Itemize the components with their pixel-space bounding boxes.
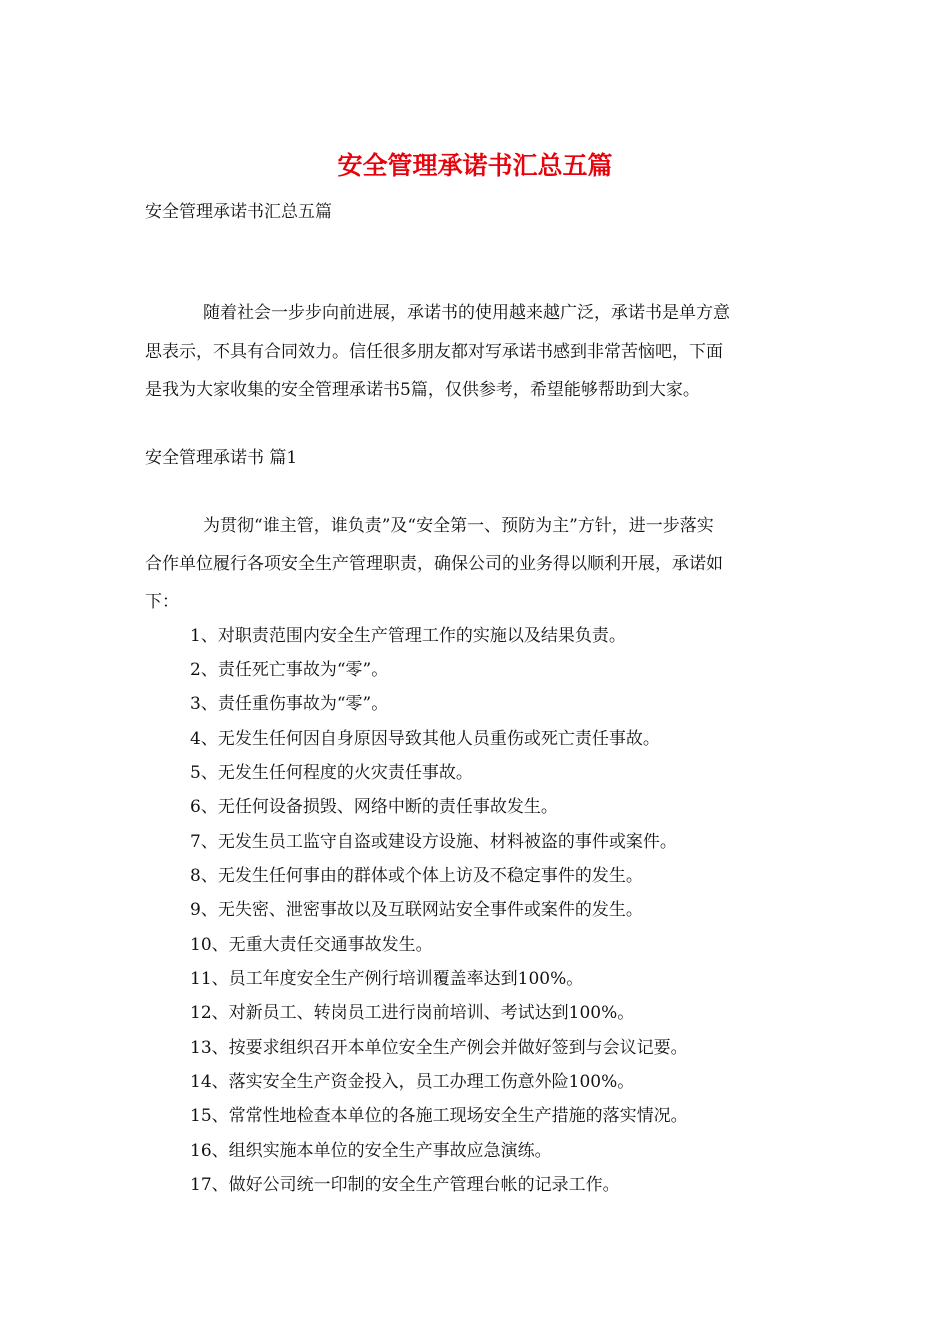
list-item: 1、对职责范围内安全生产管理工作的实施以及结果负责。 [190, 626, 626, 646]
list-item: 13、按要求组织召开本单位安全生产例会并做好签到与会议记要。 [190, 1038, 688, 1058]
list-item: 3、责任重伤事故为“零”。 [190, 694, 389, 714]
list-item: 17、做好公司统一印制的安全生产管理台帐的记录工作。 [190, 1175, 620, 1195]
list-item: 15、常常性地检查本单位的各施工现场安全生产措施的落实情况。 [190, 1106, 688, 1126]
list-item: 8、无发生任何事由的群体或个体上访及不稳定事件的发生。 [190, 866, 643, 886]
list-item: 16、组织实施本单位的安全生产事故应急演练。 [190, 1141, 552, 1161]
intro-line: 是我为大家收集的安全管理承诺书5篇，仅供参考，希望能够帮助到大家。 [145, 380, 700, 400]
intro-line: 随着社会一步步向前进展，承诺书的使用越来越广泛，承诺书是单方意 [203, 303, 730, 323]
list-item: 11、员工年度安全生产例行培训覆盖率达到100%。 [190, 969, 584, 989]
document-title: 安全管理承诺书汇总五篇 [337, 151, 613, 180]
document-subtitle: 安全管理承诺书汇总五篇 [145, 202, 332, 222]
list-item: 6、无任何设备损毁、网络中断的责任事故发生。 [190, 797, 558, 817]
list-item: 9、无失密、泄密事故以及互联网站安全事件或案件的发生。 [190, 900, 643, 920]
paragraph-line: 为贯彻“谁主管，谁负责”及“安全第一、预防为主”方针，进一步落实 [203, 516, 714, 536]
paragraph-line: 合作单位履行各项安全生产管理职责，确保公司的业务得以顺利开展，承诺如 [145, 554, 723, 574]
list-item: 5、无发生任何程度的火灾责任事故。 [190, 763, 473, 783]
list-item: 14、落实安全生产资金投入，员工办理工伤意外险100%。 [190, 1072, 635, 1092]
list-item: 4、无发生任何因自身原因导致其他人员重伤或死亡责任事故。 [190, 729, 660, 749]
list-item: 7、无发生员工监守自盗或建设方设施、材料被盗的事件或案件。 [190, 832, 677, 852]
paragraph-line: 下： [145, 592, 179, 612]
section-heading: 安全管理承诺书 篇1 [145, 448, 298, 468]
intro-line: 思表示，不具有合同效力。信任很多朋友都对写承诺书感到非常苦恼吧，下面 [145, 342, 723, 362]
list-item: 2、责任死亡事故为“零”。 [190, 660, 389, 680]
list-item: 10、无重大责任交通事故发生。 [190, 935, 433, 955]
list-item: 12、对新员工、转岗员工进行岗前培训、考试达到100%。 [190, 1003, 635, 1023]
